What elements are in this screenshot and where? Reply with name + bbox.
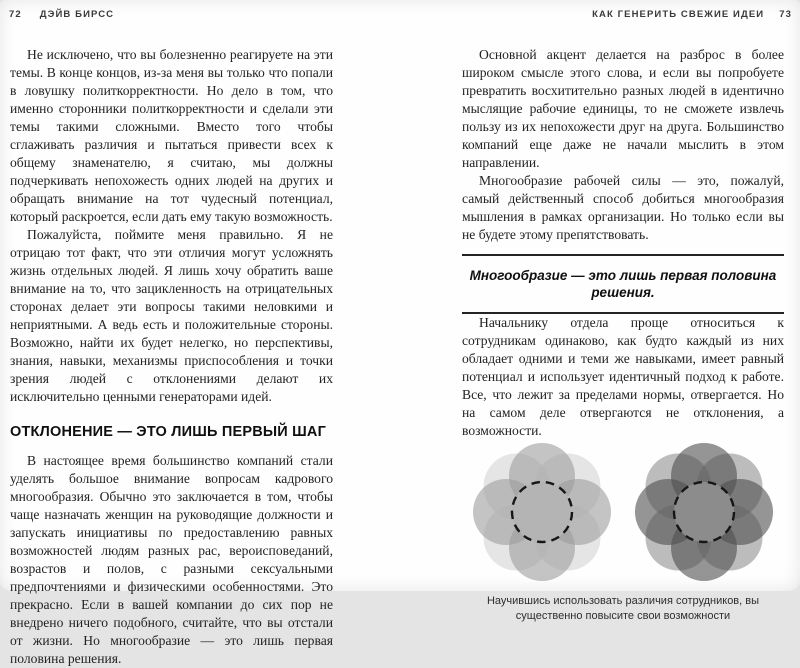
right-page-number: 73 [779,9,792,20]
right-paragraph-3: Начальнику отдела проще относиться к сотрудникам одинаково, как будто каждый из них обладает одними и теми же навыками, имеет равный потенциал и использует идентичный подход к работе. Все, что лежит за пределами нормы, отвергается. Но на самом деле отвергаются не отклонения, а возможности. [462,315,784,438]
left-paragraph-3: В настоящее время большинство компаний стали уделять большое внимание вопросам кадрового многообразия. Обычно это заключается в том, чтобы чаще назначать женщин на руководящие должности и запускать инициативы по предоставлению равных возможностей людям разных рас, вероисповеданий, возрастов и полов, с разными сексуальными предпочтениями и физическими особенностями. Это прекрасно. Если в вашей компании до сих пор не внедрено ничего подобного, считайте, что вы отстали от жизни. Но многообразие — это лишь первая половина решения. [10,453,333,666]
right-paragraph-2: Многообразие рабочей силы — это, пожалуй, самый действенный способ добиться многообразия мышления в рамках организации. Но только если вы не будете этому препятствовать. [462,173,784,242]
left-running-head-title: ДЭЙВ БИРСС [39,9,115,20]
left-paragraph-2: Пожалуйста, поймите меня правильно. Я не отрицаю тот факт, что эти отличия могут усложнять жизнь отдельных людей. Я лишь хочу обратить ваше внимание на то, что зацикленность на отрицательных сторонах делает эти вопросы такими неловкими и неприятными. А ведь есть и положительные стороны. Возможно, найти их будет нелегко, но перспективы, знания, навыки, механизмы приспособления и точки зрения людей с отклонениями делают их исключительно ценными генераторами идей. [10,227,333,404]
left-running-head [9,8,114,22]
left-page-number: 72 [9,9,22,20]
right-running-head [592,8,792,22]
right-running-head-title: КАК ГЕНЕРИТЬ СВЕЖИЕ ИДЕИ [592,9,765,20]
callout-quote: Многообразие — это лишь первая половина решения. [462,254,784,314]
section-heading: ОТКЛОНЕНИЕ — ЭТО ЛИШЬ ПЕРВЫЙ ШАГ [10,424,326,440]
right-paragraph-1: Основной акцент делается на разброс в более широком смысле этого слова, и если вы попробуете превратить восхитительно разных людей в идентично мыслящие рабочие единицы, то не сможете извлечь пользу из их непохожести друг на друга. Большинство компаний еще даже не начали мыслить в этом направлении. [462,47,784,170]
right-page-column [462,46,784,624]
left-page-column [10,46,333,668]
left-paragraph-1: Не исключено, что вы болезненно реагируете на эти темы. В конце концов, из-за меня вы только что попали в ловушку политкорректности. Но дело в том, что именно сторонники политкорректности и сделали эти темы такими сложными. Вместо того чтобы сглаживать различия и пытаться привести всех к общему знаменателю, я считаю, мы должны подчеркивать непохожесть одних людей на других и обращать внимание на тот чудесный потенциал, который раскроется, если дать ему такую возможность. [10,47,333,224]
flower-diagram-light [472,442,612,582]
flower-diagrams [462,442,784,582]
figure-caption: Научившись использовать различия сотрудников, вы существенно повысите свои возможности [486,595,760,622]
diversity-figure [462,442,784,624]
flower-diagram-dark [634,442,774,582]
